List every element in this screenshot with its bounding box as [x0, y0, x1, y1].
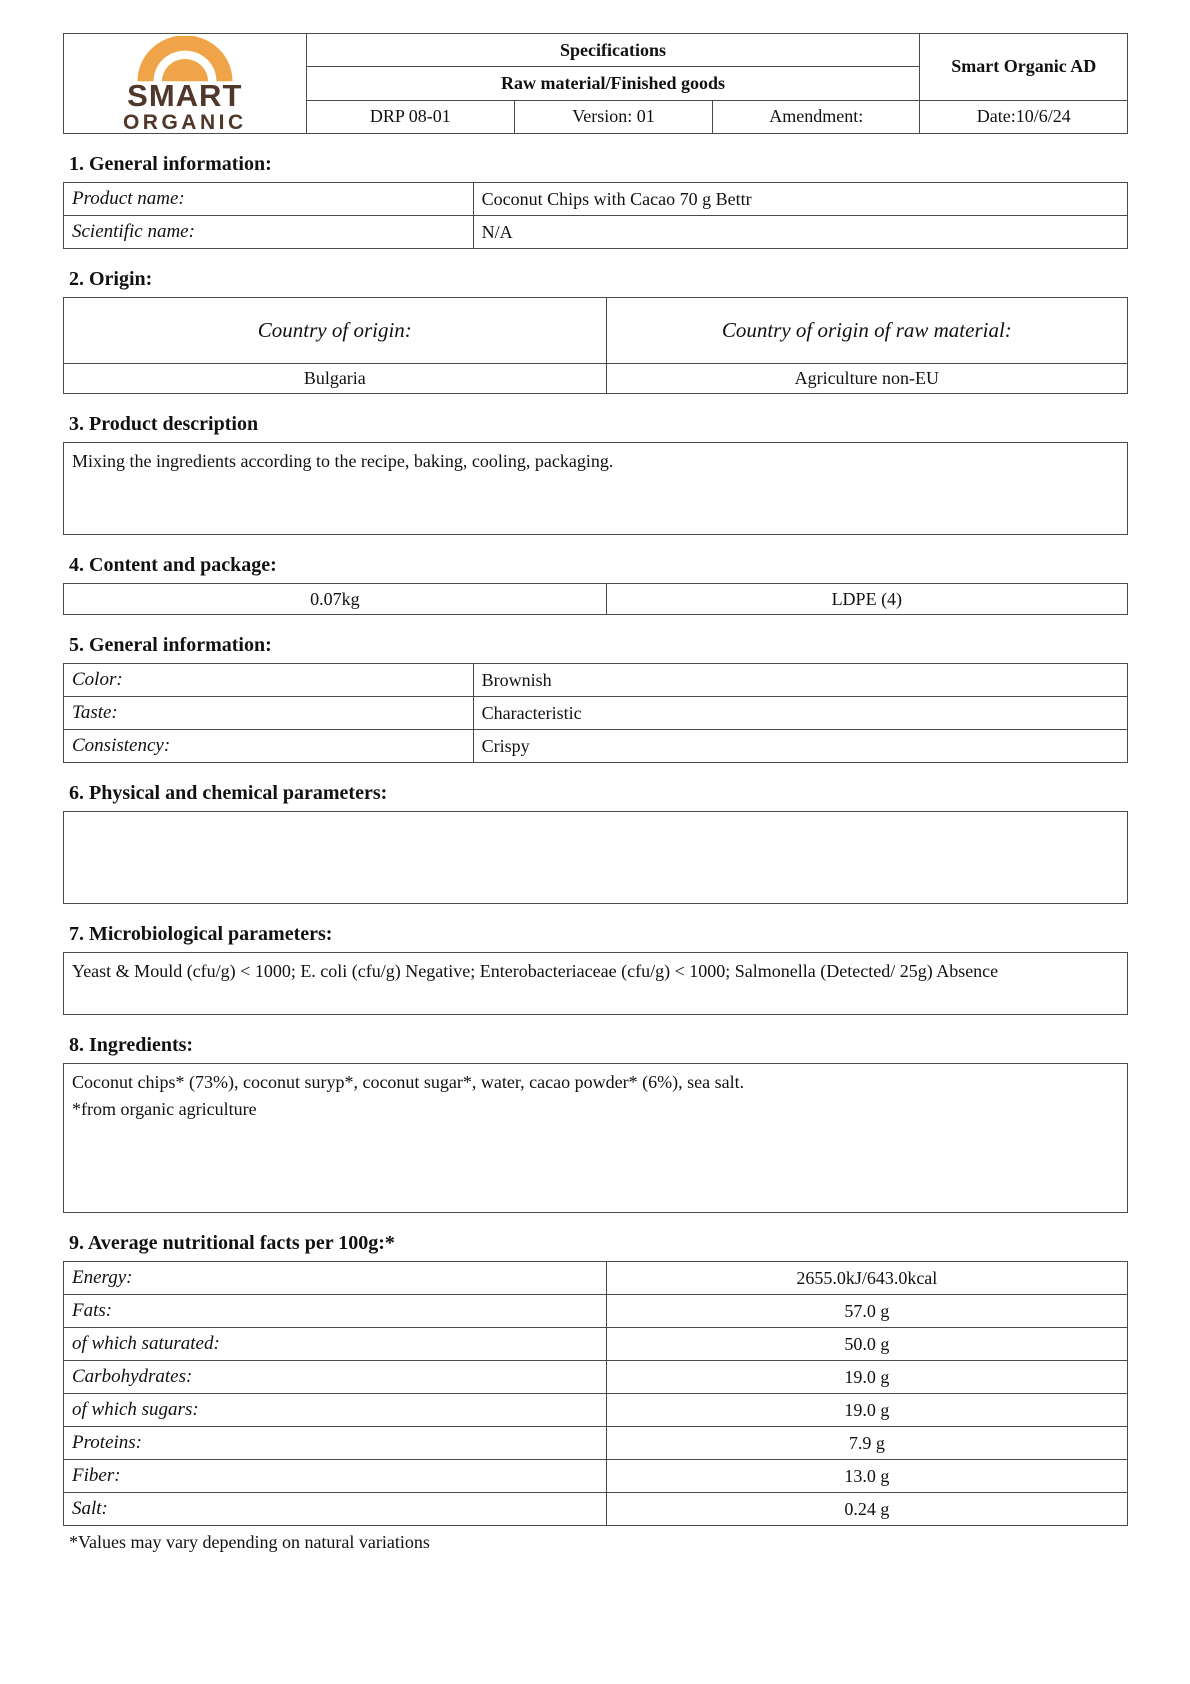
general-info-2-table [63, 663, 1128, 763]
section-title-microbiological: 7. Microbiological parameters: [69, 923, 333, 945]
origin-col1-value: Bulgaria [64, 364, 607, 394]
row-value: 57.0 g [606, 1295, 1127, 1328]
table-row [64, 1493, 1128, 1526]
general-info-table [63, 182, 1128, 249]
doc-subtype-title: Raw material/Finished goods [306, 67, 920, 100]
origin-col2-header: Country of origin of raw material: [606, 298, 1127, 364]
header-row-1 [64, 34, 1128, 67]
row-value: 0.24 g [606, 1493, 1127, 1526]
content-value: 0.07kg [64, 584, 607, 615]
row-value: Coconut Chips with Cacao 70 g Bettr [473, 183, 1127, 216]
content-package-table [63, 583, 1128, 615]
row-value: N/A [473, 216, 1127, 249]
row-label: Color: [64, 664, 474, 697]
row-value: 19.0 g [606, 1394, 1127, 1427]
table-row [64, 364, 1128, 394]
section-title-physical-chemical: 6. Physical and chemical parameters: [69, 782, 388, 804]
nutrition-footnote: *Values may vary depending on natural variations [69, 1532, 430, 1552]
table-row [64, 183, 1128, 216]
package-value: LDPE (4) [606, 584, 1127, 615]
table-row [64, 1427, 1128, 1460]
row-label: Salt: [64, 1493, 607, 1526]
row-label: of which sugars: [64, 1394, 607, 1427]
ingredients-box [63, 1063, 1128, 1213]
row-value: 19.0 g [606, 1361, 1127, 1394]
row-label: Proteins: [64, 1427, 607, 1460]
doc-type-title: Specifications [306, 34, 920, 67]
logo-text-smart: SMART [127, 78, 243, 113]
product-description-text: Mixing the ingredients according to the recipe, baking, cooling, packaging. [72, 451, 614, 471]
doc-amendment: Amendment: [713, 100, 920, 133]
microbiological-text: Yeast & Mould (cfu/g) < 1000; E. coli (cfu/g) Negative; Enterobacteriaceae (cfu/g) < 1000; Salmonella (Detected/ 25g) Absence [72, 961, 999, 981]
row-label: Taste: [64, 697, 474, 730]
section-title-content-package: 4. Content and package: [69, 554, 277, 576]
logo-arches-icon [134, 36, 236, 82]
logo-text-organic: ORGANIC [122, 111, 247, 134]
section-title-nutrition: 9. Average nutritional facts per 100g:* [69, 1232, 395, 1254]
table-row [64, 1394, 1128, 1427]
table-row [64, 1361, 1128, 1394]
row-label: Fiber: [64, 1460, 607, 1493]
table-row [64, 216, 1128, 249]
table-row [64, 1460, 1128, 1493]
row-label: Fats: [64, 1295, 607, 1328]
row-label: Carbohydrates: [64, 1361, 607, 1394]
header-table [63, 33, 1128, 134]
origin-col1-header: Country of origin: [64, 298, 607, 364]
section-title-origin: 2. Origin: [69, 268, 153, 290]
table-row [64, 1328, 1128, 1361]
smart-organic-logo [64, 36, 306, 133]
physical-chemical-box [63, 811, 1128, 904]
section-title-ingredients: 8. Ingredients: [69, 1034, 194, 1056]
origin-col2-value: Agriculture non-EU [606, 364, 1127, 394]
table-row [64, 697, 1128, 730]
row-label: Scientific name: [64, 216, 474, 249]
row-label: Consistency: [64, 730, 474, 763]
origin-table [63, 297, 1128, 394]
row-label: Energy: [64, 1262, 607, 1295]
section-title-product-description: 3. Product description [69, 413, 259, 435]
ingredients-line-1: Coconut chips* (73%), coconut suryp*, coconut sugar*, water, cacao powder* (6%), sea salt. [72, 1072, 745, 1092]
doc-version: Version: 01 [515, 100, 713, 133]
table-row [64, 298, 1128, 364]
logo-cell [64, 34, 307, 134]
doc-code: DRP 08-01 [306, 100, 515, 133]
row-label: Product name: [64, 183, 474, 216]
row-value: Characteristic [473, 697, 1127, 730]
row-label: of which saturated: [64, 1328, 607, 1361]
row-value: 7.9 g [606, 1427, 1127, 1460]
nutrition-table [63, 1261, 1128, 1526]
table-row [64, 664, 1128, 697]
table-row [64, 730, 1128, 763]
row-value: 50.0 g [606, 1328, 1127, 1361]
company-name: Smart Organic AD [920, 34, 1128, 101]
section-title-general-info-2: 5. General information: [69, 634, 272, 656]
row-value: Crispy [473, 730, 1127, 763]
table-row [64, 1262, 1128, 1295]
ingredients-line-2: *from organic agriculture [72, 1099, 257, 1119]
product-description-box [63, 442, 1128, 535]
table-row [64, 584, 1128, 615]
section-title-general-info: 1. General information: [69, 153, 272, 175]
microbiological-box [63, 952, 1128, 1015]
doc-date: Date:10/6/24 [920, 100, 1128, 133]
table-row [64, 1295, 1128, 1328]
row-value: 2655.0kJ/643.0kcal [606, 1262, 1127, 1295]
row-value: Brownish [473, 664, 1127, 697]
row-value: 13.0 g [606, 1460, 1127, 1493]
